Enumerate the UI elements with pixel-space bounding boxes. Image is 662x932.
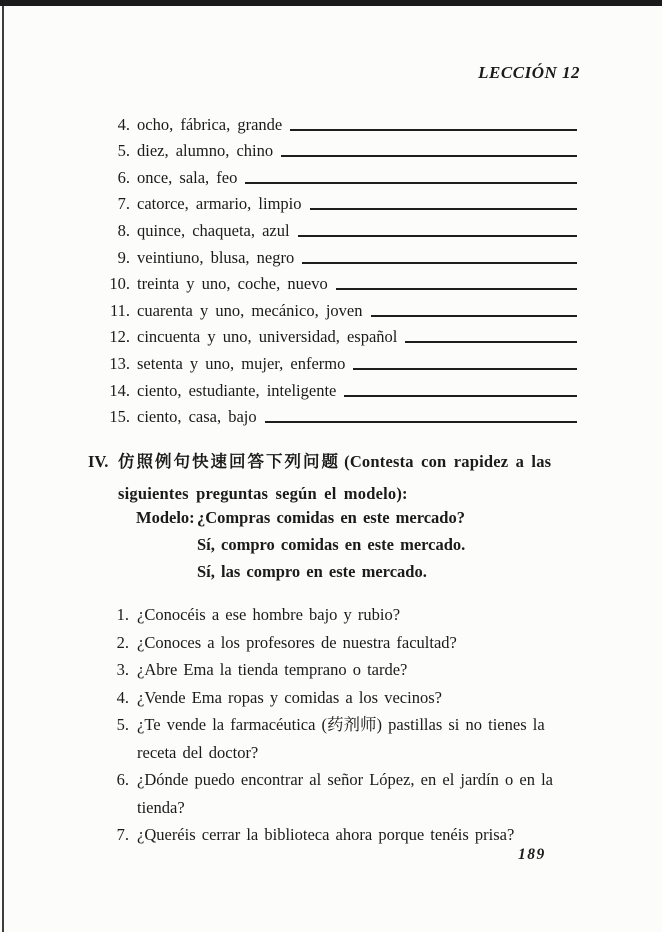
- item-words: quince, chaqueta, azul: [137, 220, 290, 240]
- question-row: [88, 660, 592, 688]
- question-text: ¿Abre Ema la tienda temprano o tarde?: [137, 660, 408, 679]
- item-words: diez, alumno, chino: [137, 141, 274, 161]
- question-text: ¿Conoces a los profesores de nuestra facultad?: [137, 632, 457, 652]
- question-number: 7.: [116, 825, 129, 844]
- list-item: [88, 161, 578, 188]
- list-item: [88, 401, 578, 428]
- section-iv-heading: [88, 446, 586, 509]
- answer-blank: [302, 252, 577, 264]
- answer-blank: [245, 172, 577, 184]
- item-words: veintiuno, blusa, negro: [137, 247, 295, 267]
- scan-left-border: [2, 6, 4, 932]
- item-number: 13.: [109, 353, 130, 373]
- modelo-answer-2: Sí, las compro en este mercado.: [197, 562, 427, 581]
- question-list: [88, 605, 592, 853]
- answer-blank: [265, 411, 577, 423]
- item-number: 7.: [117, 194, 130, 214]
- answer-blank: [353, 358, 577, 370]
- item-words: cincuenta y uno, universidad, español: [137, 327, 398, 347]
- answer-blank: [405, 331, 577, 343]
- list-item: [88, 374, 578, 401]
- question-number: 6.: [116, 770, 129, 789]
- list-item: [88, 188, 578, 215]
- item-words: cuarenta y uno, mecánico, joven: [137, 300, 363, 320]
- answer-blank: [310, 198, 577, 210]
- question-row: [88, 770, 592, 825]
- item-words: setenta y uno, mujer, enfermo: [137, 353, 346, 373]
- answer-blank: [298, 225, 577, 237]
- question-row: [88, 605, 592, 633]
- item-number: 12.: [109, 327, 130, 347]
- item-number: 8.: [117, 220, 130, 240]
- answer-blank: [290, 119, 577, 131]
- item-words: ciento, casa, bajo: [137, 407, 257, 427]
- heading-spanish-part2: siguientes preguntas según el modelo):: [118, 483, 408, 503]
- item-number: 15.: [109, 407, 130, 427]
- item-words: ciento, estudiante, inteligente: [137, 380, 337, 400]
- answer-blank: [344, 385, 577, 397]
- section-numeral: IV.: [88, 452, 109, 471]
- item-number: 10.: [109, 274, 130, 294]
- item-number: 6.: [117, 167, 130, 187]
- question-number: 4.: [116, 687, 129, 707]
- question-number: 1.: [116, 605, 129, 624]
- modelo-question: ¿Compras comidas en este mercado?: [197, 508, 465, 527]
- lesson-header: LECCIÓN 12: [478, 63, 580, 82]
- question-text-continuation: receta del doctor?: [137, 742, 259, 762]
- item-number: 5.: [117, 141, 130, 161]
- section-heading-line1: [88, 446, 586, 478]
- question-number: 2.: [116, 632, 129, 652]
- item-number: 14.: [109, 380, 130, 400]
- question-text: ¿Queréis cerrar la biblioteca ahora porque tenéis prisa?: [137, 825, 515, 844]
- item-words: treinta y uno, coche, nuevo: [137, 274, 328, 294]
- list-item: [88, 214, 578, 241]
- list-item: [88, 321, 578, 348]
- page-number: 189: [518, 846, 546, 863]
- item-number: 11.: [109, 300, 130, 320]
- question-text: ¿Vende Ema ropas y comidas a los vecinos?: [137, 687, 442, 707]
- list-item: [88, 135, 578, 162]
- item-words: once, sala, feo: [137, 167, 238, 187]
- modelo-example-block: [136, 504, 465, 585]
- list-item: [88, 268, 578, 295]
- fill-in-exercise-list: [88, 108, 578, 427]
- list-item: [88, 294, 578, 321]
- list-item: [88, 108, 578, 135]
- question-row: [88, 688, 592, 716]
- question-text: ¿Conocéis a ese hombre bajo y rubio?: [137, 605, 401, 624]
- item-number: 9.: [117, 247, 130, 267]
- question-text: ¿Te vende la farmacéutica (药剂师) pastillas si no tienes la: [137, 715, 545, 734]
- list-item: [88, 241, 578, 268]
- question-row: [88, 825, 592, 853]
- question-number: 5.: [116, 715, 129, 734]
- question-row: [88, 633, 592, 661]
- answer-blank: [371, 305, 578, 317]
- heading-chinese: 仿照例句快速回答下列问题: [118, 452, 340, 471]
- item-number: 4.: [117, 114, 130, 134]
- question-number: 3.: [116, 660, 129, 679]
- list-item: [88, 347, 578, 374]
- modelo-line: [136, 504, 465, 531]
- answer-blank: [281, 145, 577, 157]
- item-words: ocho, fábrica, grande: [137, 114, 283, 134]
- item-words: catorce, armario, limpio: [137, 194, 302, 214]
- question-text: ¿Dónde puedo encontrar al señor López, en el jardín o en la: [137, 770, 554, 789]
- question-text-continuation: tienda?: [137, 797, 185, 817]
- modelo-answer-1: Sí, compro comidas en este mercado.: [197, 535, 466, 554]
- heading-spanish-part1: (Contesta con rapidez a las: [344, 452, 552, 471]
- answer-blank: [336, 278, 577, 290]
- modelo-label: Modelo:: [136, 508, 195, 527]
- scan-top-border: [0, 0, 662, 6]
- question-row: [88, 715, 592, 770]
